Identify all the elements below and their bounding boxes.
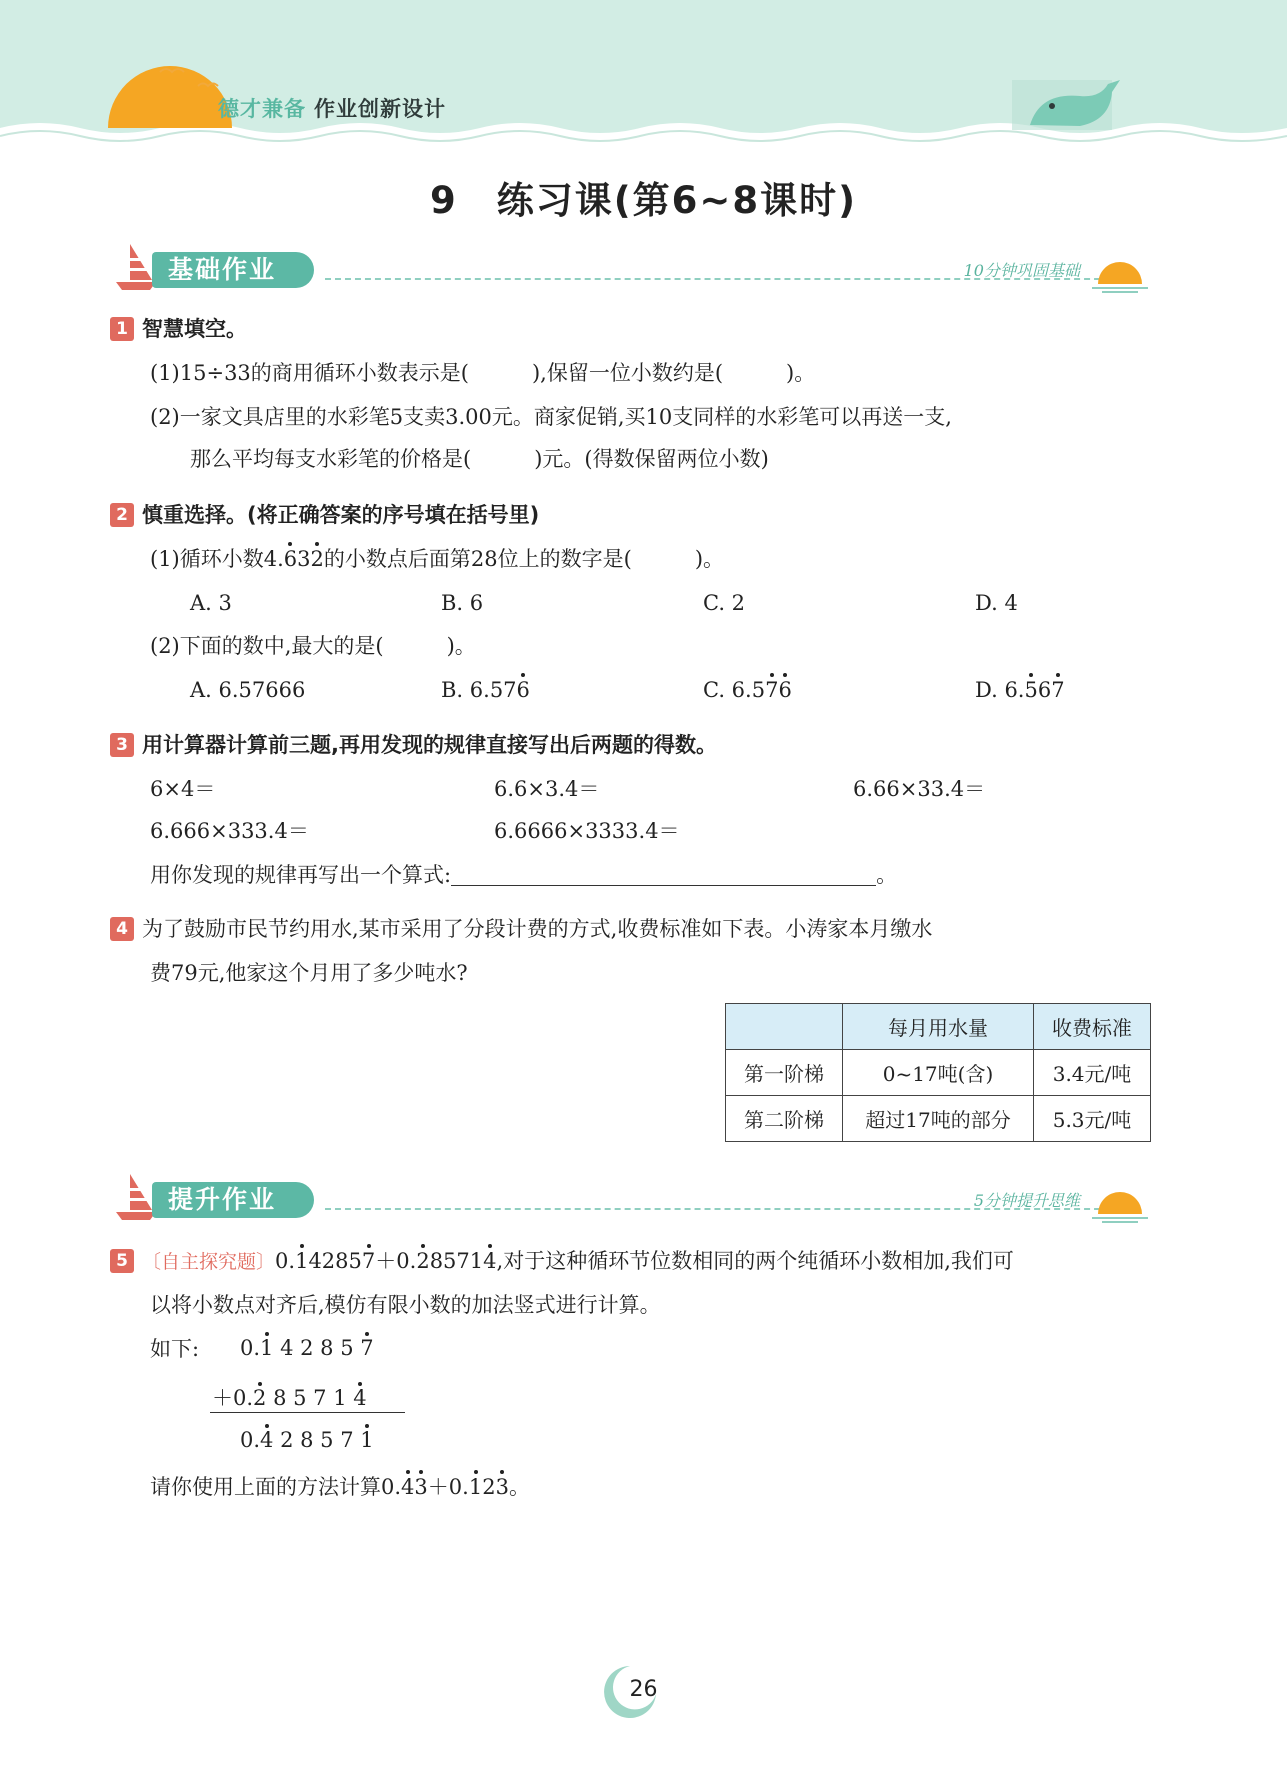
sunset-icon	[1090, 1184, 1150, 1224]
text: ＋0.	[212, 1386, 254, 1410]
text: 。	[508, 1475, 530, 1499]
repeating-digit: 2	[253, 1386, 267, 1410]
fee-table	[725, 1003, 1151, 1142]
table-header-cell: 每月用水量	[843, 1004, 1034, 1050]
text: 3	[297, 547, 311, 571]
text: 为了鼓励市民节约用水,某市采用了分段计费的方式,收费标准如下表。小涛家本月缴水	[142, 917, 933, 941]
question-number: 2	[110, 503, 134, 527]
q3-expr-2: 6.6×3.4＝	[494, 777, 600, 801]
q2-option-d: D. 4	[975, 591, 1018, 615]
q3-write-prompt	[150, 862, 897, 888]
repeating-digit: 1	[260, 1336, 274, 1360]
table-cell: 第二阶梯	[726, 1096, 843, 1142]
repeating-digit: 4	[401, 1475, 415, 1499]
table-cell: 第一阶梯	[726, 1050, 843, 1096]
q1-part-2-line-1: (2)一家文具店里的水彩笔5支卖3.00元。商家促销,买10支同样的水彩笔可以再送一支,	[150, 405, 952, 429]
repeating-digit: 4	[483, 1249, 497, 1273]
question-title: 智慧填空。	[142, 317, 247, 341]
q3-expr-5: 6.6666×3333.4＝	[494, 819, 680, 843]
repeating-digit: 2	[416, 1249, 430, 1273]
sum	[240, 1428, 374, 1452]
q2-option-a: A. 3	[190, 591, 232, 615]
repeating-digit: 3	[414, 1475, 428, 1499]
sum-line	[210, 1412, 405, 1413]
text: 8571	[429, 1249, 484, 1273]
q3-expr-1: 6×4＝	[150, 777, 216, 801]
q3-expr-4: 6.666×333.4＝	[150, 819, 309, 843]
table-row	[726, 1050, 1151, 1096]
page-title: 9 练习课(第6~8课时)	[429, 179, 858, 222]
question-5-line-1	[110, 1248, 1014, 1275]
question-title: 用计算器计算前三题,再用发现的规律直接写出后两题的得数。	[142, 733, 717, 757]
question-4-line-1	[110, 916, 932, 942]
q2-part-1	[150, 546, 724, 572]
section-tag: 5分钟提升思维	[973, 1191, 1080, 1210]
repeating-digit: 1	[468, 1475, 483, 1499]
table-header-row	[726, 1004, 1151, 1050]
whale-icon	[1012, 80, 1120, 130]
header-decoration	[0, 0, 1287, 150]
addend-1	[240, 1336, 374, 1360]
table-cell: 3.4元/吨	[1034, 1050, 1151, 1096]
text: (1)循环小数4.	[150, 547, 284, 571]
section-label: 基础作业	[152, 252, 314, 288]
text: 。	[876, 863, 898, 887]
question-number: 4	[110, 917, 134, 941]
repeating-digit: 7	[1051, 678, 1065, 702]
header-banner	[0, 0, 1287, 150]
question-1-head	[110, 316, 247, 342]
question-number: 3	[110, 733, 134, 757]
text: B. 6.57	[441, 678, 517, 702]
q2-p2-option-a: A. 6.57666	[190, 678, 306, 702]
repeating-digit: 3	[495, 1475, 509, 1499]
q2-option-b: B. 6	[441, 591, 484, 615]
text: 4285	[308, 1249, 362, 1273]
text: 4 2 8 5	[280, 1336, 354, 1360]
text: 请你使用上面的方法计算0.	[150, 1475, 402, 1499]
brand-colored: 德才兼备	[218, 97, 306, 121]
table-cell: 0~17吨(含)	[843, 1050, 1034, 1096]
section-advanced	[110, 1166, 1150, 1226]
sun-icon	[108, 66, 232, 128]
brand-dark: 作业创新设计	[314, 97, 446, 121]
question-5-line-2: 以将小数点对齐后,模仿有限小数的加法竖式进行计算。	[150, 1293, 661, 1317]
repeating-digit: 6	[516, 678, 530, 702]
text: 2 8 5 7	[280, 1428, 354, 1452]
repeating-digit: 4	[260, 1428, 274, 1452]
text: 6	[1037, 678, 1052, 702]
text: ＋0.	[427, 1475, 469, 1499]
sunset-icon	[1090, 254, 1150, 294]
q3-expr-3: 6.66×33.4＝	[853, 777, 986, 801]
repeating-digit: 1	[295, 1249, 309, 1273]
text: 2	[482, 1475, 496, 1499]
question-2-head	[110, 502, 539, 528]
q2-p2-option-d	[975, 677, 1065, 703]
repeating-digit: 7	[360, 1336, 374, 1360]
text: C. 6.5	[703, 678, 766, 702]
text: 0.	[240, 1428, 261, 1452]
brand-title	[218, 93, 446, 123]
question-5-task	[150, 1474, 530, 1500]
addend-2	[212, 1382, 367, 1412]
text: 0.	[240, 1336, 261, 1360]
text: 8 5 7 1	[273, 1386, 347, 1410]
table-header-cell: 收费标准	[1034, 1004, 1151, 1050]
question-title: 慎重选择。(将正确答案的序号填在括号里)	[142, 503, 540, 527]
section-basic	[110, 236, 1150, 296]
question-3-head	[110, 732, 717, 758]
table-cell: 5.3元/吨	[1034, 1096, 1151, 1142]
q2-option-c: C. 2	[703, 591, 746, 615]
answer-line[interactable]	[451, 863, 876, 886]
repeating-digit: 7	[765, 678, 779, 702]
table-header-cell	[726, 1004, 843, 1050]
text: 用你发现的规律再写出一个算式:	[150, 863, 452, 887]
question-number: 1	[110, 317, 134, 341]
page-number: 26	[629, 1677, 658, 1702]
repeating-digit: 7	[361, 1249, 376, 1273]
q2-part-2: (2)下面的数中,最大的是( )。	[150, 634, 476, 658]
text: 0.	[275, 1249, 296, 1273]
repeating-digit: 4	[353, 1386, 367, 1410]
repeating-digit: 2	[310, 547, 324, 571]
repeating-digit: 1	[360, 1428, 374, 1452]
question-4-line-2: 费79元,他家这个月用了多少吨水?	[150, 961, 468, 985]
table-row	[726, 1096, 1151, 1142]
q2-p2-option-b	[441, 677, 530, 703]
question-number: 5	[110, 1249, 134, 1273]
repeating-digit: 5	[1024, 678, 1038, 702]
section-tag: 10分钟巩固基础	[963, 261, 1080, 280]
q1-part-2-line-2: 那么平均每支水彩笔的价格是( )元。(得数保留两位小数)	[190, 447, 769, 471]
section-label: 提升作业	[152, 1182, 314, 1218]
q2-p2-option-c	[703, 677, 792, 703]
text: ,对于这种循环节位数相同的两个纯循环小数相加,我们可	[496, 1249, 1014, 1273]
repeating-digit: 6	[283, 547, 298, 571]
example-label: 如下:	[150, 1337, 200, 1361]
text: ＋0.	[375, 1249, 417, 1273]
text: D. 6.	[975, 678, 1025, 702]
text: 的小数点后面第28位上的数字是( )。	[323, 547, 725, 571]
table-cell: 超过17吨的部分	[843, 1096, 1034, 1142]
question-tag: 〔自主探究题〕	[142, 1251, 276, 1273]
q1-part-1: (1)15÷33的商用循环小数表示是( ),保留一位小数约是( )。	[150, 361, 816, 385]
repeating-digit: 6	[778, 678, 792, 702]
